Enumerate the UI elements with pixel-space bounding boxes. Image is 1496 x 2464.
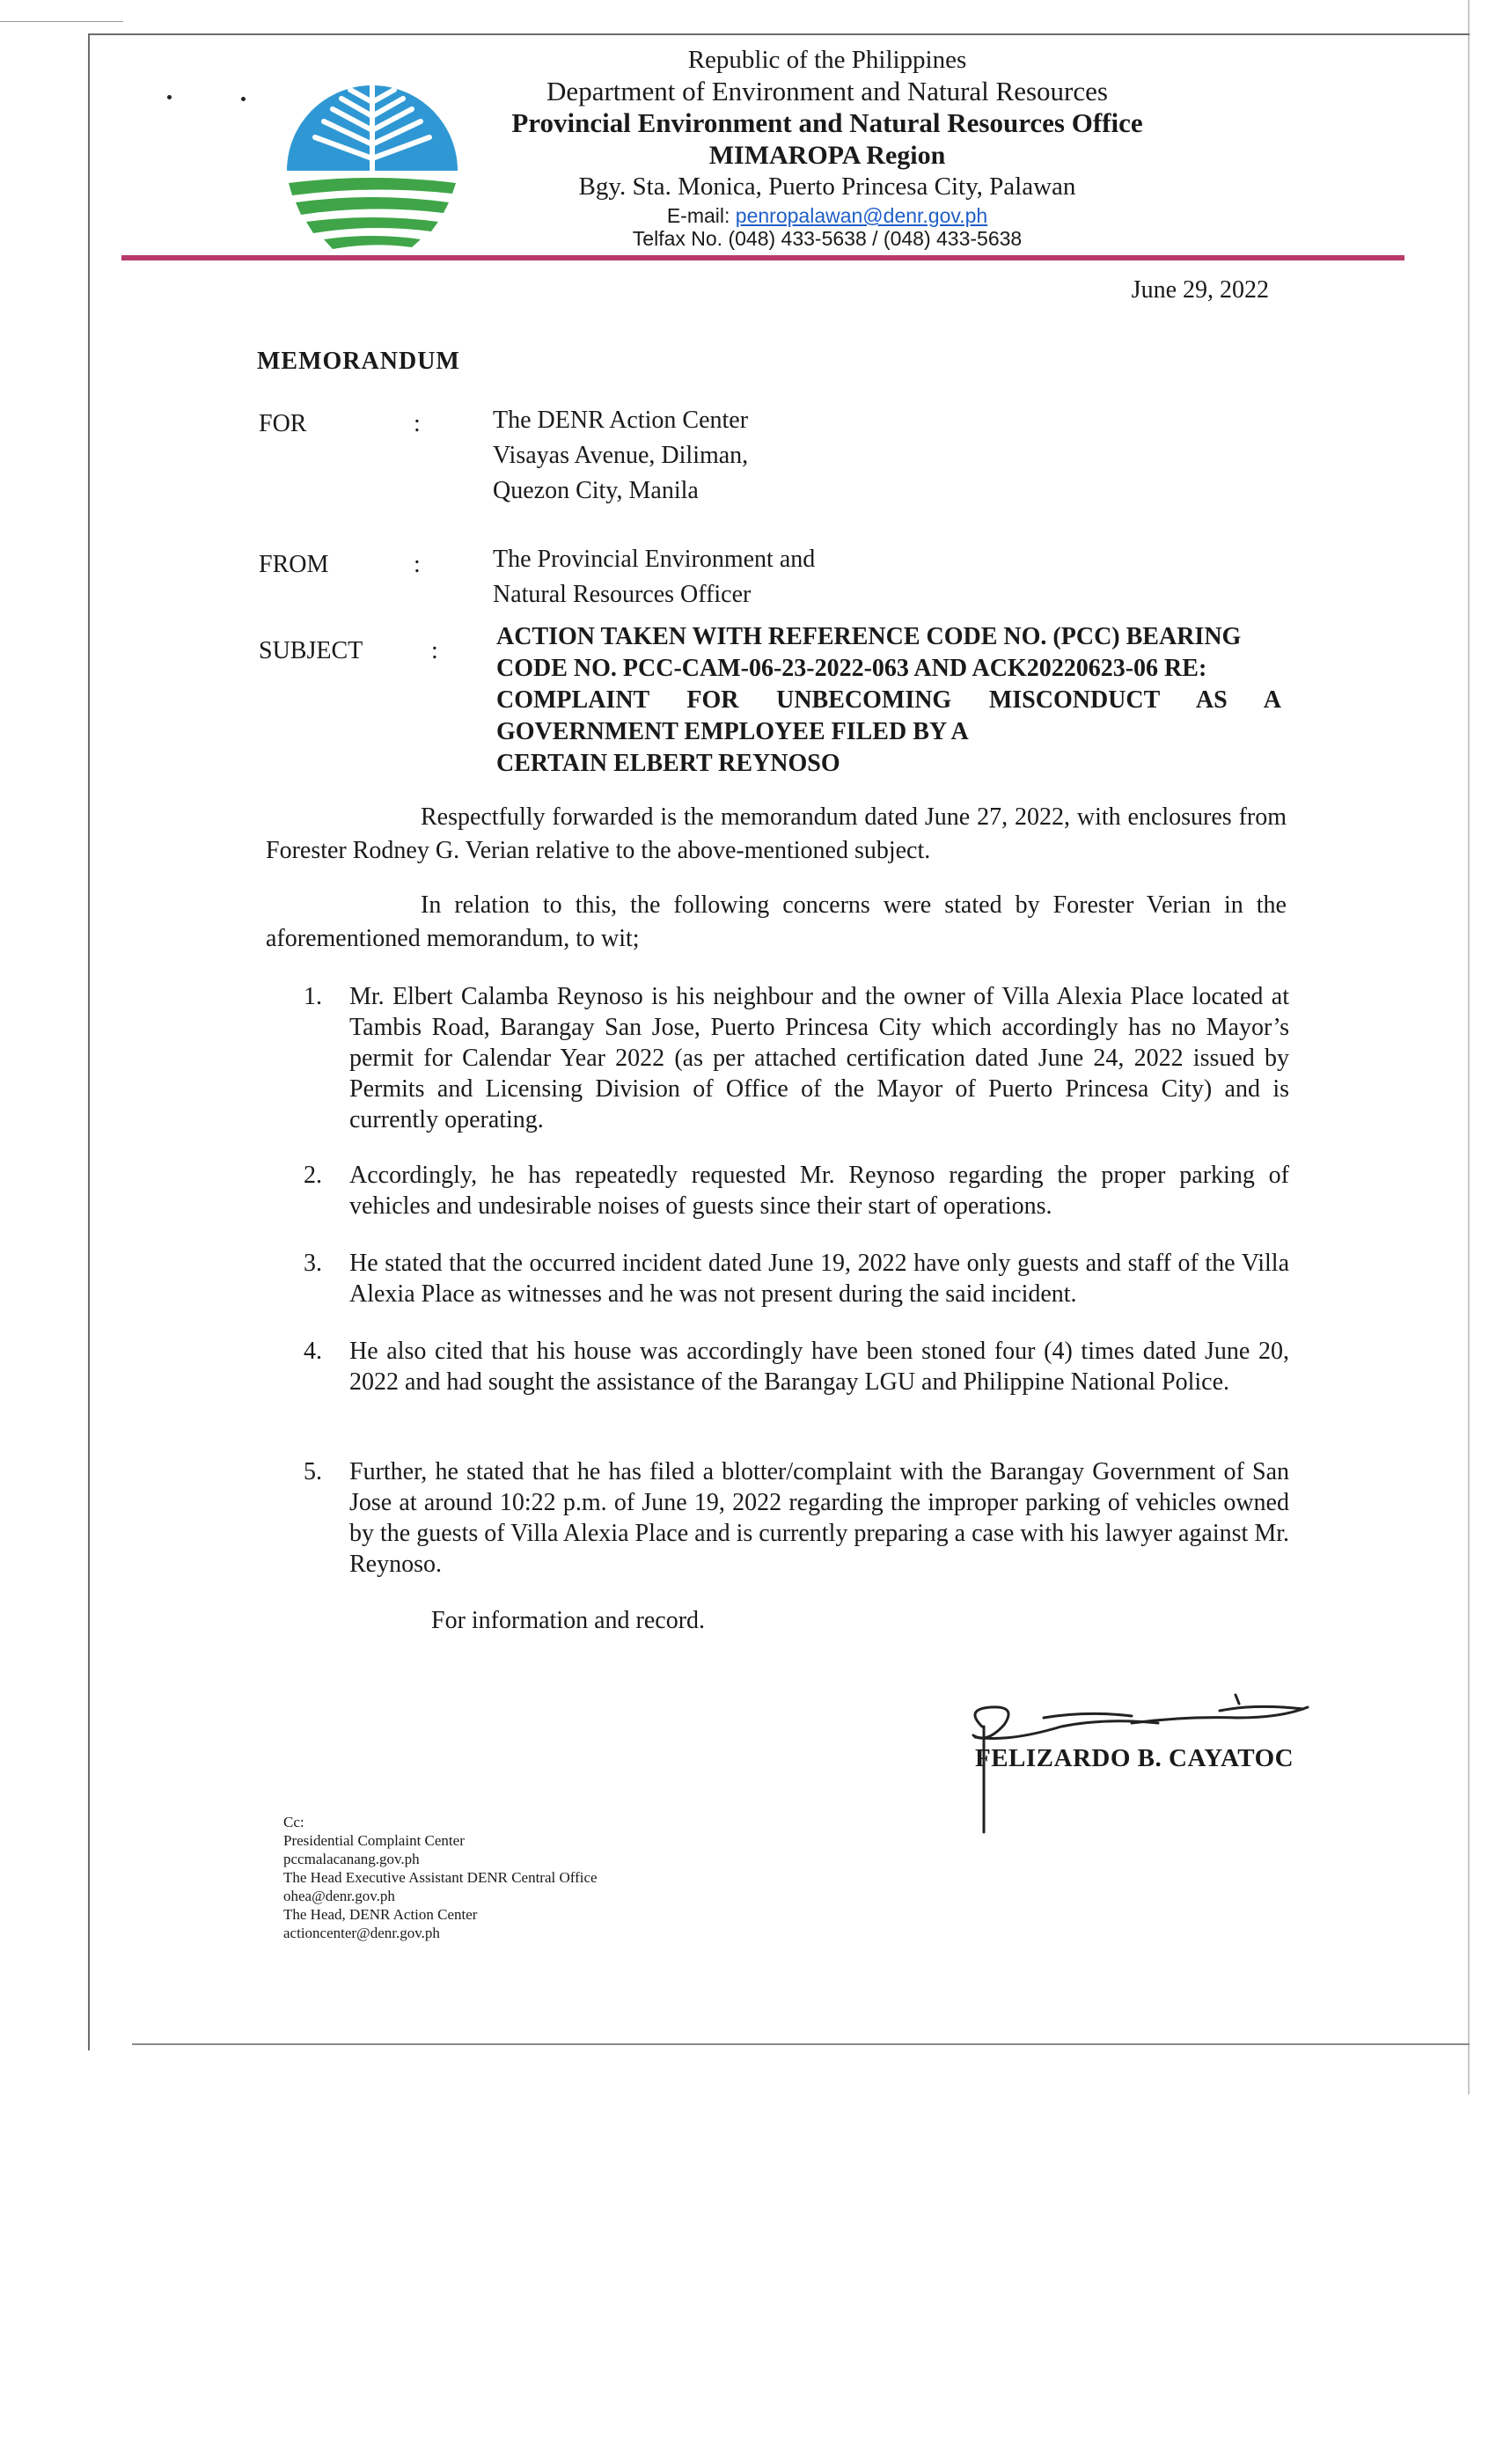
for-line: Visayas Avenue, Diliman,	[493, 442, 749, 469]
email-label: E-mail:	[666, 204, 736, 227]
list-number: 5.	[304, 1458, 322, 1485]
email-link[interactable]: penropalawan@denr.gov.ph	[735, 204, 988, 227]
from-label: FROM	[259, 551, 329, 578]
subject-line: CERTAIN ELBERT REYNOSO	[496, 750, 840, 777]
cc-block	[283, 1813, 598, 1942]
list-number: 2.	[304, 1162, 322, 1189]
denr-logo-icon	[280, 67, 465, 252]
list-item	[304, 1160, 1289, 1221]
subject-line: CODE NO. PCC-CAM-06-23-2022-063 AND ACK20220623-06 RE:	[496, 655, 1207, 682]
paragraph-forwarded: Respectfully forwarded is the memorandum dated June 27, 2022, with enclosures from Forester Rodney G. Verian relative to the above-mentioned subject.	[266, 803, 1287, 864]
letterhead-office: Provincial Environment and Natural Resources Office	[511, 107, 1143, 138]
list-number: 4.	[304, 1338, 322, 1365]
letterhead-republic: Republic of the Philippines	[687, 46, 967, 74]
for-label: FOR	[259, 410, 307, 437]
list-item	[304, 1336, 1289, 1397]
letterhead-telfax: Telfax No. (048) 433-5638 / (048) 433-5638	[632, 227, 1023, 250]
cc-line: The Head, DENR Action Center	[283, 1906, 478, 1923]
for-line: Quezon City, Manila	[493, 477, 699, 504]
letterhead-region: MIMAROPA Region	[708, 141, 946, 170]
memo-title: MEMORANDUM	[257, 348, 460, 375]
for-colon: :	[414, 410, 421, 437]
signatory-name: FELIZARDO B. CAYATOC	[975, 1744, 1294, 1772]
for-recipient	[493, 403, 748, 509]
cc-line: pccmalacanang.gov.ph	[283, 1851, 420, 1867]
subject-line: ACTION TAKEN WITH REFERENCE CODE NO. (PCC) BEARING	[496, 623, 1242, 650]
letterhead-rule	[121, 255, 1404, 260]
from-colon: :	[414, 551, 421, 578]
list-item	[304, 1248, 1289, 1309]
subject-line: COMPLAINT FOR UNBECOMING MISCONDUCT AS A	[496, 686, 1281, 714]
cc-line: actioncenter@denr.gov.ph	[283, 1925, 440, 1941]
letterhead-email-line	[440, 204, 1214, 228]
cc-line: ohea@denr.gov.ph	[283, 1888, 395, 1904]
closing-line: For information and record.	[431, 1607, 706, 1634]
scan-speck	[167, 95, 172, 99]
list-text: Further, he stated that he has filed a blotter/complaint with the Barangay Government of San Jose at around 10:22 p.m. of June 19, 2022 regarding the improper parking of vehicles owned by the guests of Villa Alexia Place and is currently preparing a case with his lawyer against Mr. Reynoso.	[349, 1458, 1289, 1578]
subject-line: GOVERNMENT EMPLOYEE FILED BY A	[496, 718, 969, 745]
letterhead-department: Department of Environment and Natural Resources	[546, 76, 1108, 106]
list-number: 3.	[304, 1250, 322, 1277]
cc-line: Presidential Complaint Center	[283, 1832, 465, 1849]
letterhead-address: Bgy. Sta. Monica, Puerto Princesa City, Palawan	[578, 172, 1076, 201]
scan-speck	[241, 97, 246, 101]
paragraph-concerns: In relation to this, the following concerns were stated by Forester Verian in the aforementioned memorandum, to wit;	[266, 891, 1287, 952]
from-line: The Provincial Environment and	[493, 546, 816, 573]
scan-edge-mark	[0, 21, 123, 22]
list-item	[304, 1456, 1289, 1580]
list-text: Accordingly, he has repeatedly requested Mr. Reynoso regarding the proper parking of vehicles and undesirable noises of guests since their start of operations.	[349, 1162, 1289, 1220]
subject-colon: :	[431, 637, 438, 664]
from-line: Natural Resources Officer	[493, 581, 752, 608]
list-number: 1.	[304, 983, 322, 1010]
subject-label: SUBJECT	[259, 637, 363, 664]
scan-edge-bottom	[132, 2043, 1470, 2045]
memo-date: June 29, 2022	[1131, 276, 1269, 304]
for-line: The DENR Action Center	[493, 407, 749, 434]
from-sender	[493, 542, 815, 612]
list-text: He stated that the occurred incident dated June 19, 2022 have only guests and staff of the Villa Alexia Place as witnesses and he was not present during the said incident.	[349, 1250, 1289, 1308]
subject-text	[496, 621, 1281, 780]
list-text: He also cited that his house was accordingly have been stoned four (4) times dated June 20, 2022 and had sought the assistance of the Barangay LGU and Philippine National Police.	[349, 1338, 1289, 1396]
cc-label: Cc:	[283, 1814, 304, 1830]
list-text: Mr. Elbert Calamba Reynoso is his neighbour and the owner of Villa Alexia Place located at Tambis Road, Barangay San Jose, Puerto Princesa City which accordingly has no Mayor’s permit for Calendar Year 2022 (as per attached certification dated June 24, 2022 issued by Permits and Licensing Division of Office of the Mayor of Puerto Princesa City) and is currently operating.	[349, 983, 1289, 1133]
list-item	[304, 981, 1289, 1135]
cc-line: The Head Executive Assistant DENR Central Office	[283, 1869, 598, 1886]
